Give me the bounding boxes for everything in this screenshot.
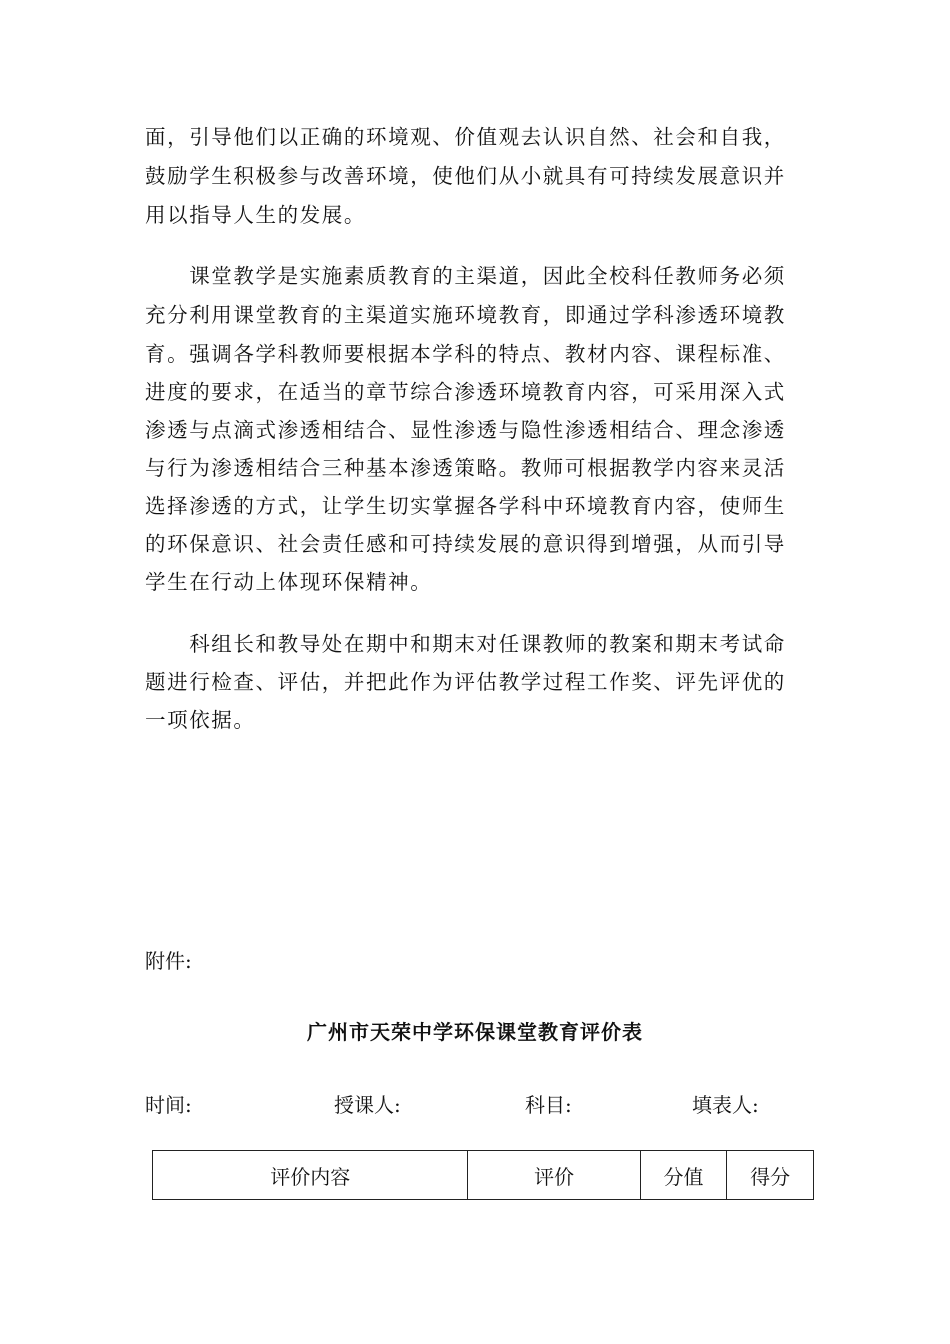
body-text-line: 鼓励学生积极参与改善环境，使他们从小就具有可持续发展意识并 <box>145 164 786 188</box>
attachment-label: 附件: <box>145 949 192 973</box>
header-evaluation: 评价 <box>468 1151 640 1200</box>
body-text-line: 渗透与点滴式渗透相结合、显性渗透与隐性渗透相结合、理念渗透 <box>145 418 786 442</box>
time-label: 时间: <box>145 1093 192 1117</box>
body-text-line: 的环保意识、社会责任感和可持续发展的意识得到增强，从而引导 <box>145 532 786 556</box>
body-text-line: 选择渗透的方式，让学生切实掌握各学科中环境教育内容，使师生 <box>145 494 786 518</box>
body-text-line: 一项依据。 <box>145 708 256 732</box>
body-text-line: 学生在行动上体现环保精神。 <box>145 570 433 594</box>
header-score-obtained: 得分 <box>727 1151 814 1200</box>
body-text-line: 题进行检查、评估，并把此作为评估教学过程工作奖、评先评优的 <box>145 670 786 694</box>
header-evaluation-content: 评价内容 <box>153 1151 468 1200</box>
body-text-line: 进度的要求，在适当的章节综合渗透环境教育内容，可采用深入式 <box>145 380 786 404</box>
header-score-value: 分值 <box>640 1151 727 1200</box>
evaluation-table <box>152 1150 814 1200</box>
body-text-line: 与行为渗透相结合三种基本渗透策略。教师可根据教学内容来灵活 <box>145 456 786 480</box>
body-text-line: 课堂教学是实施素质教育的主渠道，因此全校科任教师务必须 <box>145 264 786 288</box>
form-title: 广州市天荣中学环保课堂教育评价表 <box>307 1020 643 1044</box>
teacher-label: 授课人: <box>334 1093 401 1117</box>
body-text-line: 科组长和教导处在期中和期末对任课教师的教案和期末考试命 <box>145 632 786 656</box>
subject-label: 科目: <box>525 1093 572 1117</box>
body-text-line: 充分利用课堂教育的主渠道实施环境教育，即通过学科渗透环境教 <box>145 303 786 327</box>
body-text-line: 育。强调各学科教师要根据本学科的特点、教材内容、课程标准、 <box>145 342 786 366</box>
body-text-line: 面，引导他们以正确的环境观、价值观去认识自然、社会和自我， <box>145 125 786 149</box>
filler-label: 填表人: <box>692 1093 759 1117</box>
table-header-row <box>153 1151 814 1200</box>
body-text-line: 用以指导人生的发展。 <box>145 203 366 227</box>
